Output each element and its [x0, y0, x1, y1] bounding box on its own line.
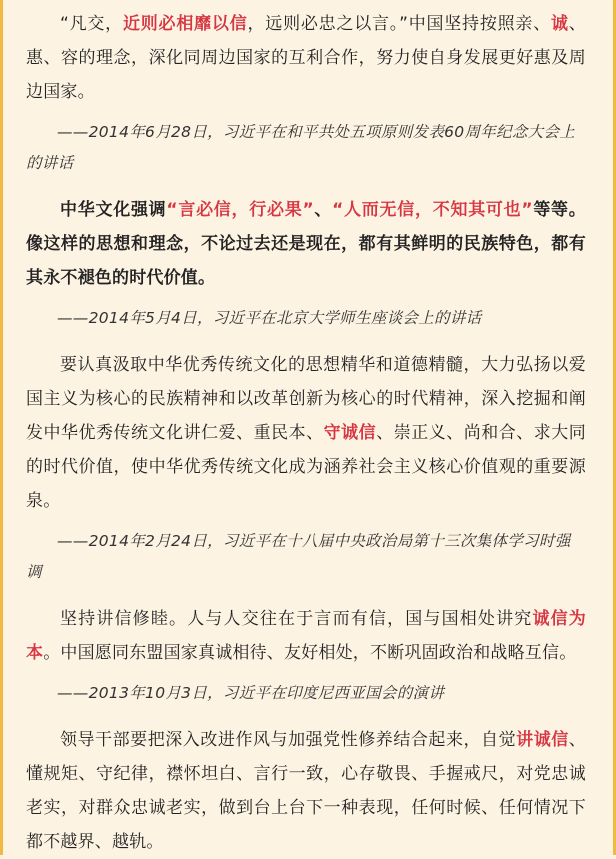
quote-text: 领导干部要把深入改进作风与加强党性修养结合起来，自觉	[60, 730, 517, 750]
quote-text: 中华文化强调	[60, 200, 167, 220]
quote-text: “凡交，	[60, 14, 123, 34]
quote-source: ——2014年5月4日，习近平在北京大学师生座谈会上的讲话	[57, 309, 482, 327]
quote-paragraph	[26, 7, 586, 109]
quote-source: ——2014年2月24日，习近平在十八届中央政治局第十三次集体学习时强调	[26, 532, 571, 581]
quote-text: 、崇正义、尚和合、求大同的时代价值，使中华优秀传统文化成为涵养社会主义核心价值观的重要源泉。	[26, 423, 586, 511]
quote-text: ，远则必忠之以言。”中国坚持按照亲、	[247, 14, 551, 34]
quote-text: 等等。像这样的思想和理念，不论过去还是现在，都有其鲜明的民族特色，都有其永不褪色的时代价值。	[26, 200, 586, 288]
quote-highlight: “言必信，行必果”	[166, 200, 314, 220]
quote-highlight: 诚信为本	[26, 609, 586, 663]
quote-highlight: 守诚信	[323, 423, 377, 443]
quote-text: 、惠、容的理念，深化同周边国家的互利合作，努力使自身发展更好惠及周边国家。	[26, 14, 586, 102]
quote-paragraph	[26, 723, 586, 859]
quote-text: 、	[313, 200, 333, 220]
quote-text: 要认真汲取中华优秀传统文化的思想精华和道德精髓，大力弘扬以爱国主义为核心的民族精神和以改革创新为核心的时代精神，深入挖掘和阐发中华优秀传统文化讲仁爱、重民本、	[26, 355, 586, 443]
quote-text: 坚持讲信修睦。人与人交往在于言而有信，国与国相处讲究	[60, 609, 533, 629]
quote-highlight: 讲诚信	[516, 730, 569, 750]
quote-paragraph	[26, 602, 586, 670]
quote-highlight: 诚	[551, 14, 569, 34]
quote-paragraph	[26, 193, 586, 295]
quote-source: ——2014年6月28日，习近平在和平共处五项原则发表60周年纪念大会上的讲话	[26, 123, 576, 172]
quote-highlight: “人而无信，不知其可也”	[332, 200, 533, 220]
quote-highlight: 近则必相靡以信	[122, 14, 248, 34]
quote-source: ——2013年10月3日，习近平在印度尼西亚国会的演讲	[57, 684, 445, 702]
quote-paragraph	[26, 348, 586, 518]
quote-text: 、懂规矩、守纪律，襟怀坦白、言行一致，心存敬畏、手握戒尺，对党忠诚老实，对群众忠诚老实，做到台上台下一种表现，任何时候、任何情况下都不越界、越轨。	[26, 730, 586, 852]
article-content	[26, 0, 586, 859]
quote-text: 。中国愿同东盟国家真诚相待、友好相处，不断巩固政治和战略互信。	[43, 643, 577, 663]
